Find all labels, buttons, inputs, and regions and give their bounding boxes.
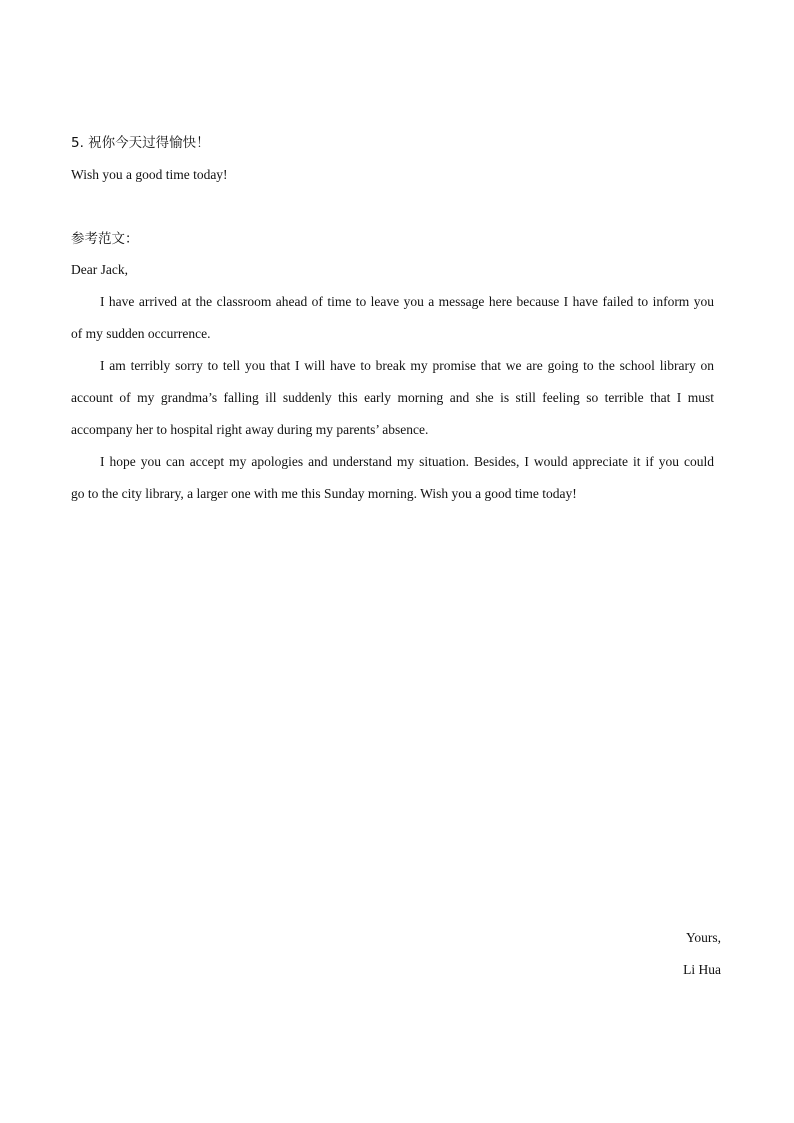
paragraph-line: I hope you can accept my apologies and understand my situation. Besides, I would appreciate it if you could	[100, 454, 714, 469]
paragraph-line: of my sudden occurrence.	[71, 326, 211, 341]
paragraph-line: accompany her to hospital right away during my parents’ absence.	[71, 422, 429, 437]
letter-closing: Yours,	[685, 930, 721, 945]
item-heading: 5. 祝你今天过得愉快！	[71, 135, 210, 151]
paragraph-line: I am terribly sorry to tell you that I will have to break my promise that we are going to the school library on	[100, 358, 714, 373]
letter-greeting: Dear Jack,	[71, 262, 128, 277]
paragraph-line: go to the city library, a larger one with me this Sunday morning. Wish you a good time today!	[71, 486, 577, 501]
letter-signature: Li Hua	[683, 962, 721, 977]
paragraph-line: account of my grandma’s falling ill suddenly this early morning and she is still feeling so terrible that I must	[71, 390, 714, 405]
item-translation: Wish you a good time today!	[71, 167, 228, 182]
paragraph-line: I have arrived at the classroom ahead of time to leave you a message here because I have failed to inform you	[100, 294, 714, 309]
sample-heading: 参考范文：	[71, 231, 139, 247]
